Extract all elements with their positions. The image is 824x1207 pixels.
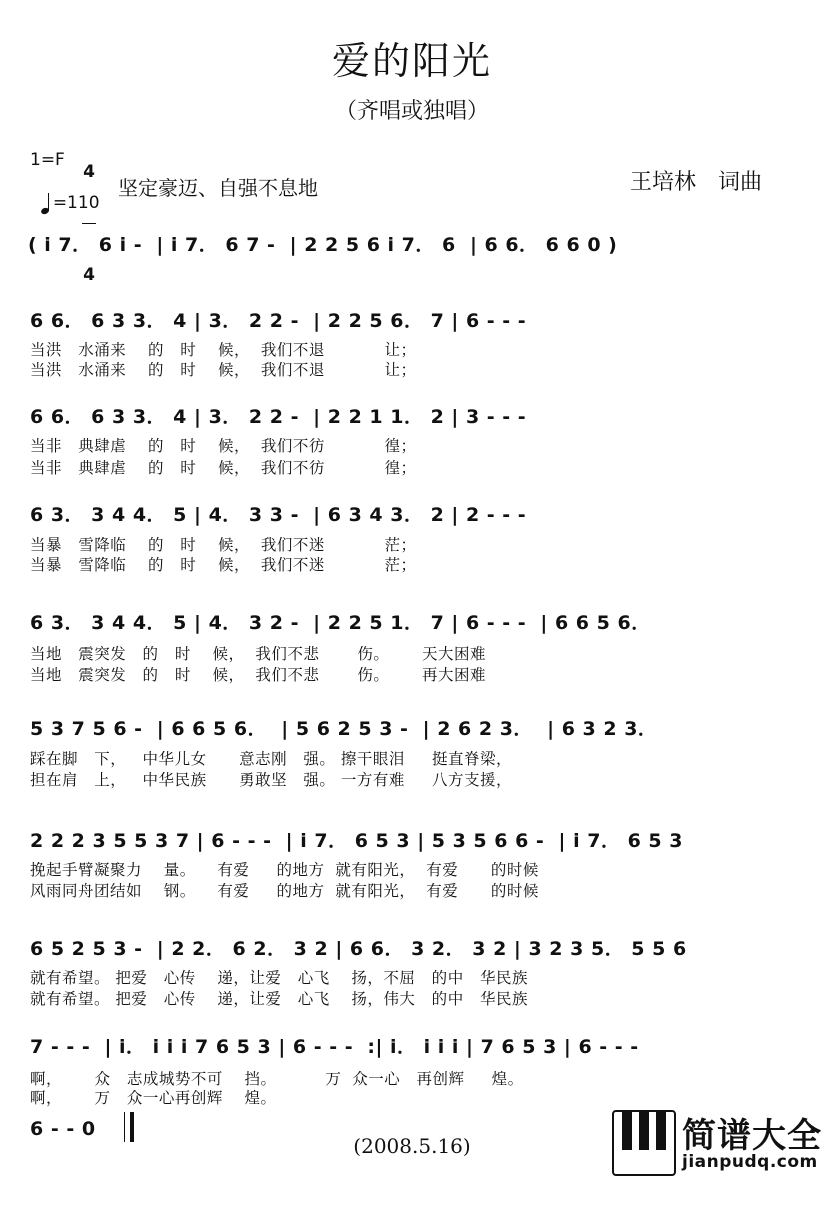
- line-8-lyrics-2: 啊， 万 众一心再创辉 煌。: [30, 1089, 277, 1107]
- intro-notes: ( i 7． 6 i - | i 7． 6 7 - | 2 2 5 6 i 7． 6 | 6 6． 6 6 0 ): [28, 234, 618, 256]
- song-subtitle: （齐唱或独唱）: [334, 99, 489, 124]
- tempo-value: =110: [52, 193, 100, 213]
- time-signature-bar: [82, 223, 96, 224]
- ending-notes: 6 - - 0: [30, 1118, 96, 1140]
- line-3-lyrics-2: 当暴 雪降临 的 时 候， 我们不迷 茫；: [30, 556, 417, 574]
- line-5-lyrics-1: 踩在脚 下， 中华儿女 意志刚 强。 擦干眼泪 挺直脊梁，: [30, 750, 512, 768]
- time-signature-top: 4: [83, 162, 95, 182]
- line-4-lyrics-2: 当地 震突发 的 时 候， 我们不悲 伤。 再大困难: [30, 666, 486, 684]
- line-1-lyrics-2: 当洪 水涌来 的 时 候， 我们不退 让；: [30, 361, 417, 379]
- site-logo: [612, 1110, 820, 1176]
- line-2-lyrics-1: 当非 典肆虐 的 时 候， 我们不彷 徨；: [30, 437, 417, 455]
- logo-text: 简谱大全: [682, 1116, 822, 1156]
- line-2-notes: 6 6． 6 3 3． 4 | 3． 2 2 - | 2 2 1 1． 2 | 3 - - -: [30, 406, 534, 428]
- line-3-notes: 6 3． 3 4 4． 5 | 4． 3 3 - | 6 3 4 3． 2 | 2 - - -: [30, 504, 534, 526]
- line-7-lyrics-2: 就有希望。 把爱 心传 递，让爱 心飞 扬，伟大 的中 华民族: [30, 990, 528, 1008]
- line-3-lyrics-1: 当暴 雪降临 的 时 候， 我们不迷 茫；: [30, 536, 417, 554]
- line-8-lyrics-1: 啊， 众 志成城势不可 挡。 万 众一心 再创辉 煌。: [30, 1070, 524, 1088]
- line-7-notes: 6 5 2 5 3 - | 2 2． 6 2． 3 2 | 6 6． 3 2． 3 2 | 3 2 3 5． 5 5 6: [30, 938, 687, 960]
- line-6-lyrics-2: 风雨同舟团结如 钢。 有爱 的地方 就有阳光， 有爱 的时候: [30, 882, 539, 900]
- quarter-note-icon: [41, 192, 51, 214]
- line-5-lyrics-2: 担在肩 上， 中华民族 勇敢坚 强。 一方有难 八方支援，: [30, 771, 512, 789]
- line-1-lyrics-1: 当洪 水涌来 的 时 候， 我们不退 让；: [30, 341, 417, 359]
- line-4-lyrics-1: 当地 震突发 的 时 候， 我们不悲 伤。 天大困难: [30, 645, 486, 663]
- piano-keys-icon: [612, 1110, 676, 1176]
- line-1-notes: 6 6． 6 3 3． 4 | 3． 2 2 - | 2 2 5 6． 7 | 6 - - -: [30, 310, 534, 332]
- line-6-notes: 2 2 2 3 5 5 3 7 | 6 - - - | i 7． 6 5 3 | 5 3 5 6 6 - | i 7． 6 5 3: [30, 830, 683, 852]
- key-signature: 1=F: [30, 150, 65, 170]
- expression-mark: 坚定豪迈、自强不息地: [118, 176, 318, 200]
- line-7-lyrics-1: 就有希望。 把爱 心传 递，让爱 心飞 扬，不屈 的中 华民族: [30, 969, 528, 987]
- composition-date: (2008.5.16): [353, 1134, 471, 1158]
- tempo-mark: [30, 172, 100, 214]
- time-signature-bottom: 4: [83, 265, 95, 285]
- line-2-lyrics-2: 当非 典肆虐 的 时 候， 我们不彷 徨；: [30, 459, 417, 477]
- line-6-lyrics-1: 挽起手臂凝聚力 量。 有爱 的地方 就有阳光， 有爱 的时候: [30, 861, 539, 879]
- line-4-notes: 6 3． 3 4 4． 5 | 4． 3 2 - | 2 2 5 1． 7 | 6 - - - | 6 6 5 6．: [30, 612, 651, 634]
- logo-url: jianpudq.com: [682, 1152, 818, 1172]
- composer-credit: 王培林 词曲: [630, 170, 763, 195]
- song-title: 爱的阳光: [331, 39, 492, 83]
- line-8-notes: 7 - - - | i． i i i 7 6 5 3 | 6 - - - :| i． i i i | 7 6 5 3 | 6 - - -: [30, 1036, 639, 1058]
- line-5-notes: 5 3 7 5 6 - | 6 6 5 6． | 5 6 2 5 3 - | 2 6 2 3． | 6 3 2 3．: [30, 718, 658, 740]
